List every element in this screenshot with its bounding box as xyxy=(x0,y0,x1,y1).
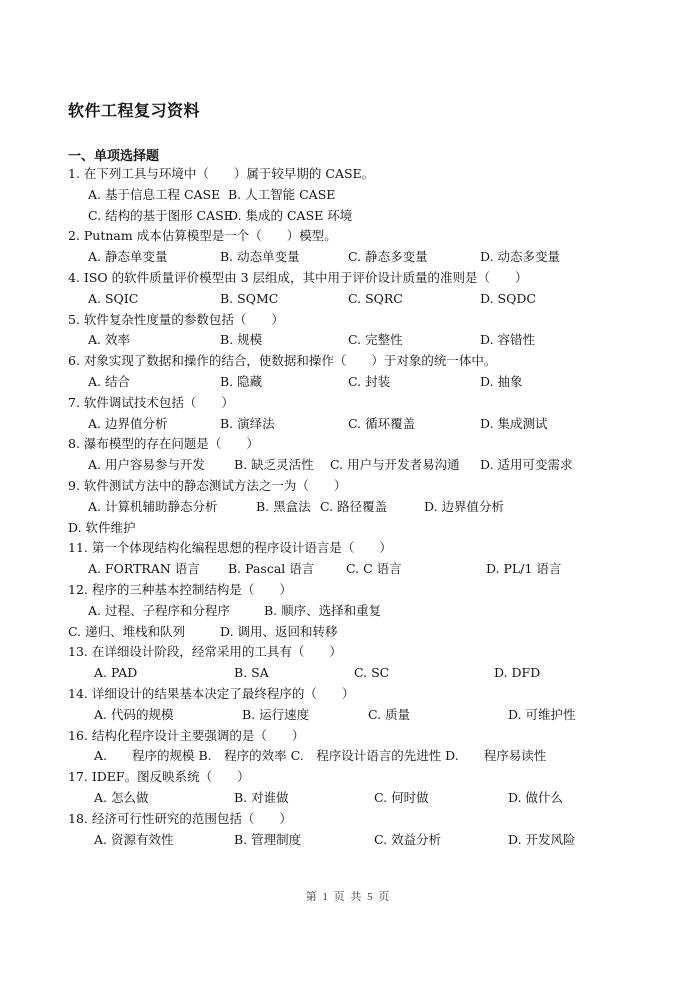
answer-option: C. 用户与开发者易沟通 xyxy=(330,457,460,473)
answer-option: D. 容错性 xyxy=(480,332,536,348)
answer-option: A. 资源有效性 xyxy=(94,831,174,847)
answer-option: D. 开发风险 xyxy=(508,831,576,847)
answer-option: D. SQDC xyxy=(480,290,536,306)
option-row xyxy=(68,185,628,206)
answer-option: D. PL/1 语言 xyxy=(486,561,562,577)
answer-option: A. 代码的规模 xyxy=(94,706,174,722)
option-row xyxy=(68,746,628,767)
option-row xyxy=(68,206,628,227)
answer-option: A. PAD xyxy=(94,665,138,681)
answer-option: A. 程序的规模 B. 程序的效率 C. 程序设计语言的先进性 D. 程序易读性 xyxy=(94,748,547,764)
answer-option: C. 循环覆盖 xyxy=(348,415,416,431)
page-footer: 第 1 页 共 5 页 xyxy=(305,891,390,903)
answer-option: D. 集成测试 xyxy=(480,415,548,431)
question-stem: 8. 瀑布模型的存在问题是（ ） xyxy=(68,436,259,452)
option-row xyxy=(68,247,628,268)
option-row xyxy=(68,830,628,851)
answer-option: A. 边界值分析 xyxy=(88,415,168,431)
question-stem: 18. 经济可行性研究的范围包括（ ） xyxy=(68,810,292,826)
answer-option: C. C 语言 xyxy=(346,561,402,577)
option-row xyxy=(68,788,628,809)
answer-option: B. 演绎法 xyxy=(220,415,275,431)
answer-option: B. 动态单变量 xyxy=(220,249,300,265)
question-stem: 9. 软件测试方法中的静态测试方法之一为（ ） xyxy=(68,477,347,493)
option-row xyxy=(68,497,628,518)
answer-option: A. 过程、子程序和分程序 xyxy=(88,602,230,618)
question-stem: 2. Putnam 成本估算模型是一个（ ）模型。 xyxy=(68,228,337,244)
answer-option: D. DFD xyxy=(494,665,541,681)
answer-option: D. 调用、返回和转移 xyxy=(220,623,338,639)
answer-option: B. 运行速度 xyxy=(242,706,310,722)
answer-option: B. 人工智能 CASE xyxy=(228,186,336,202)
question-stem: 13. 在详细设计阶段，经常采用的工具有（ ） xyxy=(68,644,342,660)
option-row xyxy=(68,559,628,580)
option-row xyxy=(68,330,628,351)
question-list xyxy=(68,164,628,850)
answer-option: A. 结合 xyxy=(88,373,130,389)
answer-option: D. 边界值分析 xyxy=(424,498,505,514)
answer-option: D. 抽象 xyxy=(480,373,523,389)
answer-option: B. SQMC xyxy=(220,290,279,306)
answer-option: C. 效益分析 xyxy=(374,831,442,847)
answer-option: B. Pascal 语言 xyxy=(228,561,315,577)
answer-option: C. 路径覆盖 xyxy=(320,498,388,514)
answer-option: A. FORTRAN 语言 xyxy=(88,561,200,577)
answer-option: B. 缺乏灵活性 xyxy=(234,457,314,473)
answer-option: D. 动态多变量 xyxy=(480,249,561,265)
question-stem: 1. 在下列工具与环境中（ ）属于较早期的 CASE。 xyxy=(68,166,375,181)
answer-option: B. SA xyxy=(234,665,269,681)
answer-option: A. SQIC xyxy=(88,290,139,306)
answer-option: A. 用户容易参与开发 xyxy=(88,457,205,473)
answer-option: C. 静态多变量 xyxy=(348,249,428,265)
option-row xyxy=(68,601,628,622)
answer-option: D. 适用可变需求 xyxy=(480,457,573,473)
option-row xyxy=(68,372,628,393)
answer-option: B. 对谁做 xyxy=(234,789,289,805)
question-stem: 4. ISO 的软件质量评价模型由 3 层组成，其中用于评价设计质量的准则是（ ） xyxy=(68,269,528,285)
option-row xyxy=(68,518,628,539)
answer-option: C. SC xyxy=(354,665,390,681)
answer-option: C. 质量 xyxy=(368,706,411,722)
answer-option: A. 静态单变量 xyxy=(88,249,168,265)
question-stem: 14. 详细设计的结果基本决定了最终程序的（ ） xyxy=(68,685,355,701)
answer-option: B. 管理制度 xyxy=(234,831,302,847)
answer-option: B. 隐藏 xyxy=(220,373,263,389)
answer-option: C. SQRC xyxy=(348,290,403,306)
answer-option: D. 可维护性 xyxy=(508,706,576,722)
answer-option: C. 递归、堆栈和队列 xyxy=(68,623,186,639)
answer-option: A. 基于信息工程 CASE xyxy=(88,186,221,202)
question-stem: 11. 第一个体现结构化编程思想的程序设计语言是（ ） xyxy=(68,540,392,556)
question-stem: 7. 软件调试技术包括（ ） xyxy=(68,394,234,410)
document-title: 软件工程复习资料 xyxy=(68,101,201,120)
answer-option: D. 软件维护 xyxy=(68,519,136,535)
answer-option: D. 做什么 xyxy=(508,789,564,805)
answer-option: B. 规模 xyxy=(220,332,263,348)
answer-option: C. 何时做 xyxy=(374,789,429,805)
question-stem: 17. IDEF。图反映系统（ ） xyxy=(68,769,250,785)
answer-option: B. 顺序、选择和重复 xyxy=(264,602,382,618)
answer-option: A. 效率 xyxy=(88,332,130,348)
answer-option: B. 黑盒法 xyxy=(256,498,311,514)
answer-option: D. 集成的 CASE 环境 xyxy=(228,207,353,223)
section-heading: 一、单项选择题 xyxy=(68,149,160,164)
option-row xyxy=(68,705,628,726)
option-row xyxy=(68,622,628,643)
answer-option: C. 封装 xyxy=(348,373,391,389)
answer-option: C. 完整性 xyxy=(348,332,403,348)
question-stem: 5. 软件复杂性度量的参数包括（ ） xyxy=(68,311,284,327)
option-row xyxy=(68,289,628,310)
question-stem: 16. 结构化程序设计主要强调的是（ ） xyxy=(68,727,305,743)
answer-option: A. 怎么做 xyxy=(94,789,149,805)
option-row xyxy=(68,414,628,435)
answer-option: C. 结构的基于图形 CASE xyxy=(88,207,233,223)
answer-option: A. 计算机辅助静态分析 xyxy=(88,498,218,514)
question-stem: 12. 程序的三种基本控制结构是（ ） xyxy=(68,581,292,597)
option-row xyxy=(68,663,628,684)
option-row xyxy=(68,455,628,476)
question-stem: 6. 对象实现了数据和操作的结合，使数据和操作（ ）于对象的统一体中。 xyxy=(68,353,497,369)
